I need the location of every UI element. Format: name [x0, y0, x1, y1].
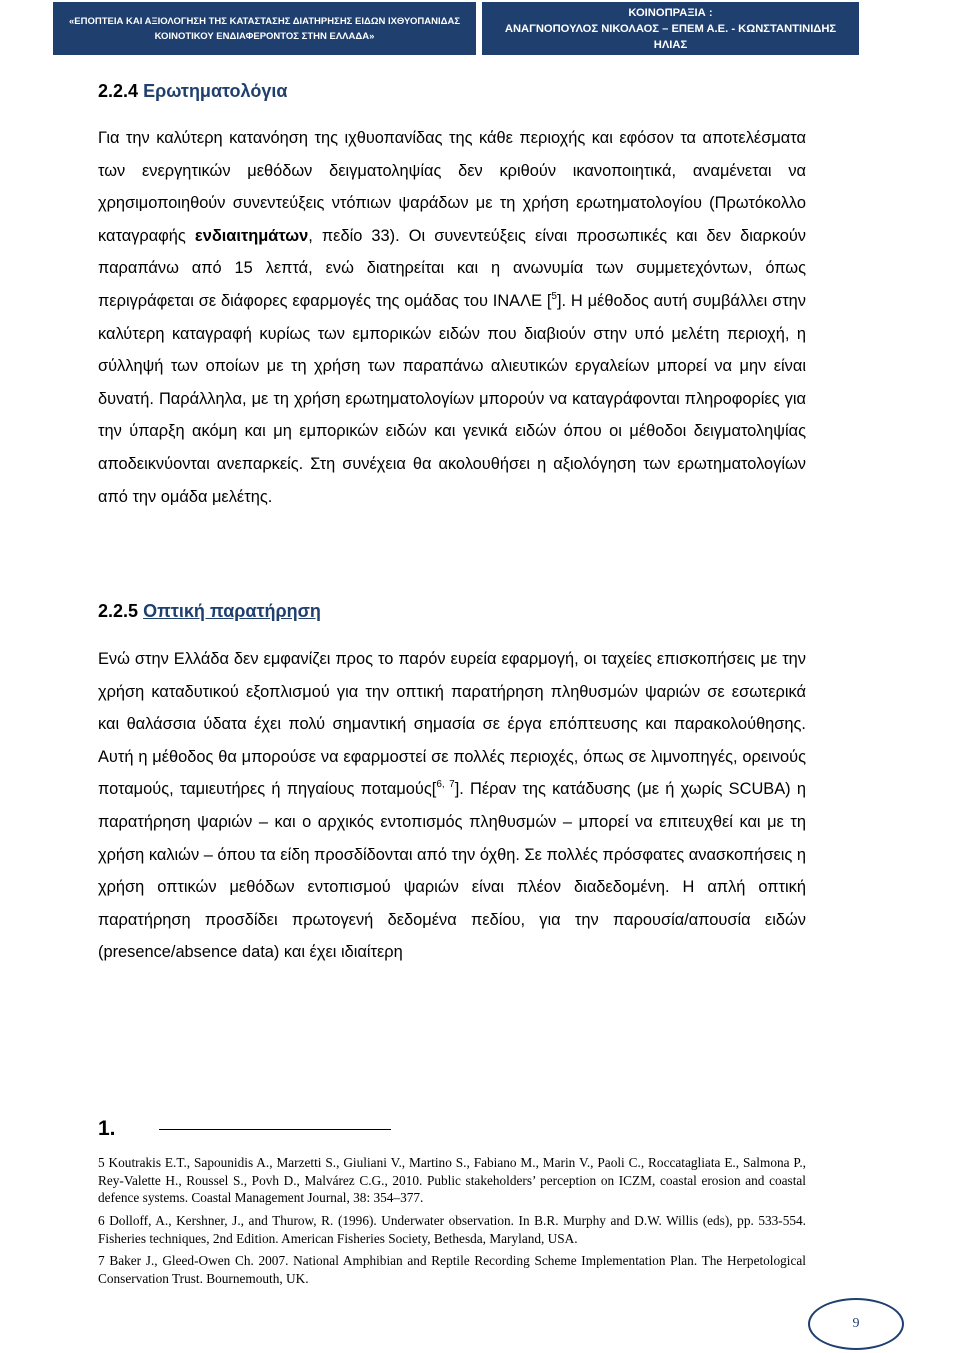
footnote-separator	[159, 1129, 391, 1130]
footnote-6: 6 Dolloff, A., Kershner, J., and Thurow, R. (1996). Underwater observation. In B.R. Murphy and D.W. Willis (eds), pp. 533-554. Fisheries techniques, 2nd Edition. American Fisheries Society, Bethesda, Maryland, USA.	[98, 1213, 806, 1246]
footnote-7: 7 Baker J., Gleed-Owen Ch. 2007. National Amphibian and Reptile Recording Scheme Implementation Plan. The Herpetological Conservation Trust. Bournemouth, UK.	[98, 1253, 806, 1286]
section-heading-questionnaires	[98, 81, 287, 102]
paragraph-text: ]. Πέραν της κατάδυσης (με ή χωρίς SCUBA) η παρατήρηση ψαριών – και ο αρχικός εντοπισμός πληθυσμών – μπορεί να επιτευχθεί και με τη χρήση καλιών – όπου τα είδη προσδίδονται από την όχθη. Σε πολλές πρόσφατες ανασκοπήσεις η χρήση οπτικών μεθόδων εντοπισμού ψαριών είναι πλέον διαδεδομένη. Η απλή οπτική παρατήρηση προσδίδει πρωτογενή δεδομένα πεδίου, για την παρουσία/απουσία ειδών (presence/absence data) και έχει ιδιαίτερη	[98, 780, 806, 962]
page-number: 9	[852, 1316, 860, 1331]
citation-ref: 6, 7	[436, 778, 455, 790]
header-project-title	[53, 2, 476, 55]
paragraph-visual-observation	[98, 643, 806, 969]
header-consortium-line3: ΗΛΙΑΣ	[653, 38, 688, 51]
header-consortium-line1: ΚΟΙΝΟΠΡΑΞΙΑ :	[628, 6, 713, 19]
paragraph-bold-term: ενδιαιτημάτων	[194, 226, 309, 245]
section-number: 2.2.5	[98, 601, 139, 621]
paragraph-text: , πεδίο 33). Οι συνεντεύξεις είναι προσωπικές και δεν διαρκούν παραπάνω από 15 λεπτά, ενώ διατηρείται και η ανωνυμία των συμμετεχόντων, όπως περιγράφεται σε διάφορες εφαρμογές της ομάδας του ΙΝΑΛΕ [	[98, 226, 806, 310]
section-heading-visual-observation	[98, 601, 321, 622]
paragraph-text: ]. Η μέθοδος αυτή συμβάλλει στην καλύτερη καταγραφή κυρίως των εμπορικών ειδών που διαβιούν στην υπό μελέτη περιοχή, η σύλληψή των οποίων με τη χρήση των παραπάνω αλιευτικών εργαλείων μπορεί να μην είναι δυνατή. Παράλληλα, με τη χρήση ερωτηματολογίων μπορούν να καταγράφονται πληροφορίες για την ύπαρξη ακόμη και μη εμπορικών ειδών και γενικά ειδών όπου οι μέθοδοι δειγματοληψίας αποδεικνύονται ανεπαρκείς. Στη συνέχεια θα ακολουθήσει η αξιολόγηση των ερωτηματολογίων από την ομάδα μελέτης.	[98, 291, 806, 506]
paragraph-questionnaires	[98, 122, 806, 513]
paragraph-text: Ενώ στην Ελλάδα δεν εμφανίζει προς το παρόν ευρεία εφαρμογή, οι ταχείες επισκοπήσεις με την χρήση καταδυτικού εξοπλισμού για την οπτική παρατήρηση πληθυσμών ψαριών σε εσωτερικά και θαλάσσια ύδατα έχει πολύ σημαντική σημασία σε έργα επόπτευσης και παρακολούθησης. Αυτή η μέθοδος θα μπορούσε να εφαρμοστεί σε πολλές περιοχές, όπως σε λιμνοπηγές, ορεινούς ποταμούς, ταμιευτήρες ή πηγαίους ποταμούς[	[98, 650, 806, 799]
section-title: Οπτική παρατήρηση	[143, 601, 321, 621]
citation-ref: 5	[551, 290, 557, 302]
header-project-title-line2: ΚΟΙΝΟΤΙΚΟΥ ΕΝΔΙΑΦΕΡΟΝΤΟΣ ΣΤΗΝ ΕΛΛΑΔΑ»	[154, 30, 375, 42]
paragraph-text: Για την καλύτερη κατανόηση της ιχθυοπανίδας της κάθε περιοχής και εφόσον τα αποτελέσματα των ενεργητικών μεθόδων δειγματοληψίας δεν κριθούν ικανοποιητικά, αναμένεται να χρησιμοποιηθούν συνεντεύξεις ντόπιων ψαράδων με τη χρήση ερωτηματολογίου (Πρωτόκολλο καταγραφής	[98, 129, 806, 245]
footnote-5: 5 Koutrakis E.T., Sapounidis A., Marzetti S., Giuliani V., Martino S., Fabiano M., Marin V., Paoli C., Roccatagliata E., Salmona P., Rey-Valette H., Roussel S., Povh D., Malvárez C.G., 2010. Public stakeholders’ perception on ICZM, coastal erosion and coastal defence systems. Coastal Management Journal, 38: 354–377.	[98, 1155, 806, 1205]
header-consortium	[482, 2, 859, 55]
page-number-badge	[808, 1298, 904, 1350]
section-title: Ερωτηματολόγια	[143, 81, 288, 101]
section-number: 2.2.4	[98, 81, 139, 101]
header-project-title-line1: «ΕΠΟΠΤΕΙΑ ΚΑΙ ΑΞΙΟΛΟΓΗΣΗ ΤΗΣ ΚΑΤΑΣΤΑΣΗΣ ΔΙΑΤΗΡΗΣΗΣ ΕΙΔΩΝ ΙΧΘΥΟΠΑΝΙΔΑΣ	[68, 15, 461, 27]
header-consortium-line2: ΑΝΑΓΝΟΠΟΥΛΟΣ ΝΙΚΟΛΑΟΣ – ΕΠΕΜ Α.Ε. - ΚΩΝΣΤΑΝΤΙΝΙΔΗΣ	[504, 22, 837, 35]
footnote-marker: 1.	[98, 1117, 116, 1140]
